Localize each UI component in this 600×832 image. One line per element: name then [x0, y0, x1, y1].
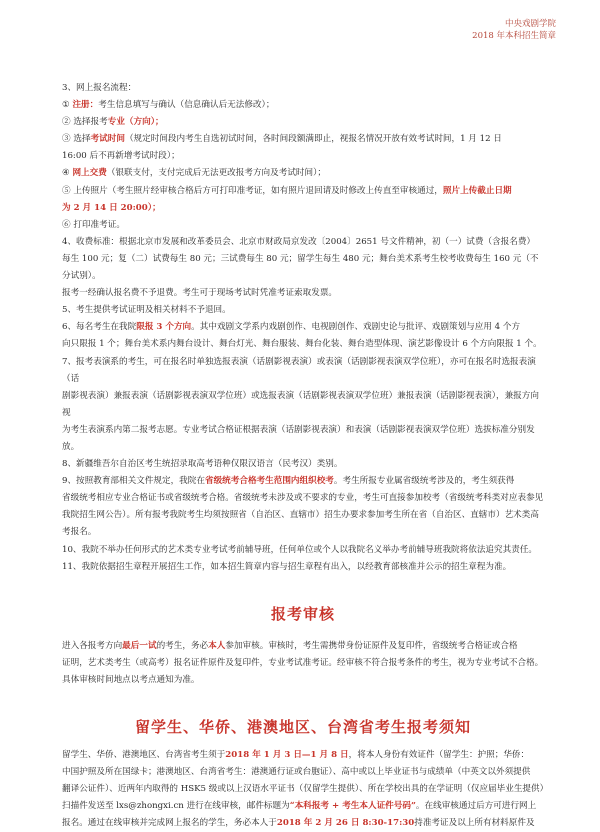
item-7-line-3: 为考生表演系内第二报考志愿。专业考试合格证根据表演（话剧影视表演）和表演（话剧影视表演双学位班）选拔标准分别发放。 — [62, 424, 535, 452]
item-6 — [62, 319, 544, 336]
step-5 — [62, 183, 544, 200]
step-key: 照片上传截止日期 — [442, 185, 512, 196]
step-3-cont: 16:00 后不再新增考试时段）； — [62, 151, 180, 162]
step-text: （规定时间段内考生自选初试时间，各时间段额满即止，视报名情况开放有效考试时间，1 月 12 日 — [124, 134, 502, 145]
item-text: 6、每名考生在我院 — [62, 322, 137, 333]
document-body — [62, 80, 549, 832]
step-text: 选择报考 — [73, 117, 108, 128]
item-text: 9、按照教育部相关文件规定，我院在 — [62, 476, 205, 487]
step-3 — [62, 131, 544, 148]
step-2 — [62, 114, 544, 131]
step-key: 为 2 月 14 日 20:00）； — [62, 202, 161, 213]
header-school: 中央戏剧学院 — [504, 19, 556, 29]
item-key: 限报 3 个方向 — [136, 322, 192, 333]
steps-intro: 3、网上报名流程： — [62, 83, 137, 93]
step-4 — [62, 165, 544, 182]
step-number: ③ — [62, 134, 71, 145]
overseas-text: 扫描件发送至 lxs@zhongxi.cn 进行在线审核，邮件标题为 — [62, 801, 290, 812]
step-key: 网上交费 — [72, 168, 107, 179]
review-text: 参加审核。审核时，考生需携带身份证原件及复印件，省级统考合格证或合格 — [225, 640, 518, 651]
fees-line-1: 4、收费标准：根据北京市发展和改革委员会、北京市财政局京发改〔2004〕2651 号文件精神，初（一）试费（含报名费） — [62, 236, 536, 247]
overseas-line-3: 翻译公证件）、近两年内取得的 HSK5 级或以上汉语水平证书（仅留学生提供）、所在学校出具的在学证明（仅应届毕业生提供） — [62, 784, 549, 795]
step-6 — [62, 217, 544, 234]
overseas-text: 持准考证及以上所有材料原件及 — [414, 818, 535, 829]
item-6-cont: 向只限报 1 个；舞台美术系内舞台设计、舞台灯光、舞台服装、舞台化装、舞台造型体现、演艺影像设计 6 个方向限报 1 个。 — [62, 339, 542, 350]
overseas-line-4 — [62, 798, 544, 815]
fees-line-2: 每生 100 元；复（二）试费每生 80 元；三试费每生 80 元；留学生每生 480 元；舞台美术系考生校考收费每生 160 元（不分试别）。 — [62, 253, 539, 282]
step-5-cont — [62, 200, 544, 217]
item-7-line-2: 剧影视表演）兼报表演（话剧影视表演双学位班）或选报表演（话剧影视表演双学位班）兼报表演（话剧影视表演），兼报方向视 — [62, 390, 539, 418]
review-text: 的考生，务必 — [156, 640, 209, 651]
item-8: 8、新疆维吾尔自治区考生统招录取高考语种仅限汉语言（民考汉）类别。 — [62, 459, 343, 470]
overseas-text: 。在线审核通过后方可进行网上 — [415, 801, 537, 812]
fees-line-3: 报考一经确认报名费不予退费。考生可于现场考试时凭准考证索取发票。 — [62, 288, 338, 299]
overseas-line-2: 中国护照及所在国绿卡；港澳地区、台湾省考生：港澳通行证或台胞证）、高中或以上毕业证书与成绩单（中英文以外须提供 — [62, 767, 531, 778]
step-number: ⑥ — [62, 219, 71, 230]
review-text: 进入各报考方向 — [62, 640, 123, 651]
overseas-line-1 — [62, 747, 544, 764]
page-header — [472, 18, 556, 42]
overseas-key: “本科报考 + 考生本人证件号码” — [289, 801, 416, 812]
overseas-line-5 — [62, 815, 544, 832]
item-11: 11、我院依据招生章程开展招生工作，如本招生简章内容与招生章程有出入，以经教育部核准并公示的招生章程为准。 — [62, 561, 512, 572]
item-9 — [62, 473, 544, 490]
review-key: 最后一试 — [122, 640, 157, 651]
step-text: 考生信息填写与确认（信息确认后无法修改）； — [98, 100, 275, 111]
overseas-text: 留学生、华侨、港澳地区、台湾省考生须于 — [62, 750, 226, 760]
review-key: 本人 — [208, 640, 226, 651]
step-number: ④ — [62, 168, 70, 179]
item-key: 省级统考合格考生范围内组织校考 — [204, 476, 334, 487]
overseas-text: 报名。通过在线审核并完成网上报名的学生，务必本人于 — [62, 818, 277, 829]
review-title: 报考审核 — [270, 604, 335, 623]
item-5: 5、考生提供考试证明及相关材料不予退回。 — [62, 305, 231, 316]
review-line-2: 证明，艺术类考生（或高考）报名证件原件及复印件，专业考试准考证。经审核不符合报考条件的考生，视为专业考试不合格。 — [62, 657, 544, 668]
item-text: 。其中戏剧文学系内戏剧创作、电视剧创作、戏剧史论与批评、戏剧策划与应用 4 个方 — [191, 322, 521, 333]
step-key: 注册： — [72, 100, 99, 111]
overseas-key: 2018 年 1 月 3 日—1 月 8 日 — [225, 750, 349, 760]
step-text: 打印准考证。 — [73, 219, 125, 230]
step-number: ② — [62, 117, 71, 128]
item-9-line-3: 我院招生网公告）。所有报考我院考生均须按照省（自治区、直辖市）招生办要求参加考生所在省（自治区、直辖市）艺术类高 — [62, 510, 539, 521]
step-key: 专业（方向）； — [107, 117, 164, 128]
step-key: 考试时间 — [90, 134, 125, 145]
overseas-key: 2018 年 2 月 26 日 8:30-17:30 — [276, 818, 415, 829]
step-number: ⑤ — [62, 185, 71, 196]
step-number: ① — [62, 100, 70, 111]
step-text: 上传照片（考生照片经审核合格后方可打印准考证，如有照片退回请及时修改上传直至审核通过， — [73, 185, 443, 196]
item-9-line-4: 考报名。 — [62, 527, 97, 538]
step-text: 选择 — [73, 134, 91, 145]
item-9-line-2: 省级统考相应专业合格证书或省级统考合格。省级统考未涉及或不要求的专业，考生可直接参加校考（省级统考科类对应表参见 — [62, 493, 544, 504]
overseas-title: 留学生、华侨、港澳地区、台湾省考生报考须知 — [134, 718, 471, 736]
header-subtitle: 2018 年本科招生简章 — [472, 31, 556, 41]
item-10: 10、我院不举办任何形式的艺术类专业考试考前辅导班，任何单位或个人以我院名义举办考前辅导班我院将依法追究其责任。 — [62, 544, 538, 555]
step-text: （银联支付，支付完成后无法更改报考方向及考试时间）； — [106, 168, 326, 179]
review-line-3: 具体审核时间地点以考点通知为准。 — [62, 674, 200, 685]
review-line-1 — [62, 638, 544, 655]
step-1 — [62, 97, 544, 114]
overseas-text: ，将本人身份有效证件（留学生：护照；华侨： — [348, 750, 530, 760]
item-text: 。考生所报专业属省级统考涉及的，考生须获得 — [333, 476, 515, 487]
item-7-line-1: 7、报考表演系的考生，可在报名时单独选报表演（话剧影视表演）或表演（话剧影视表演双学位班），亦可在报名时选报表演（话 — [62, 356, 536, 384]
